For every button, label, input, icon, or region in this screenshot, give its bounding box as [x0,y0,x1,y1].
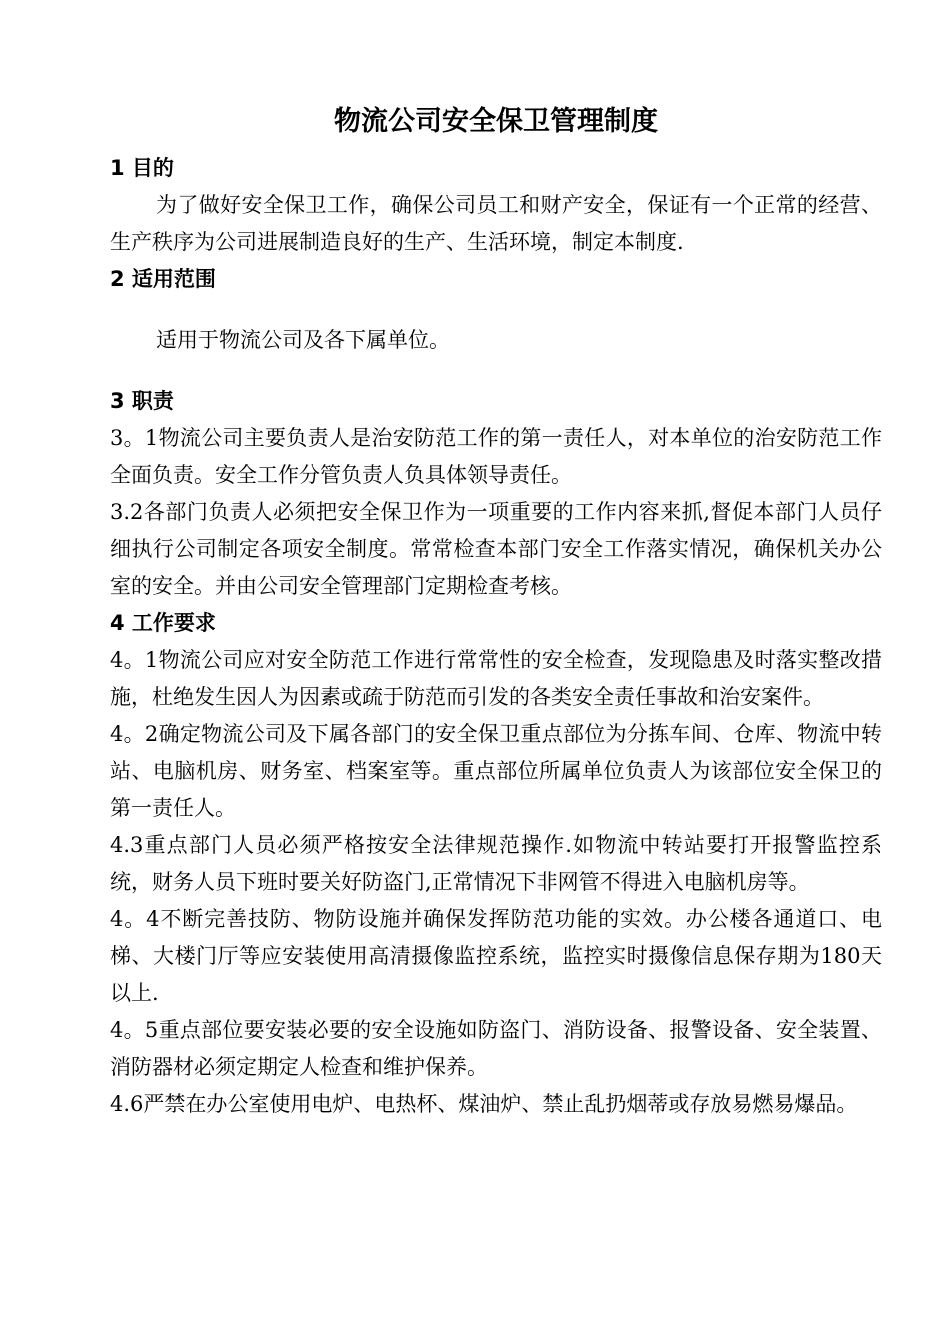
paragraph-requirement-4-1: 4。1物流公司应对安全防范工作进行常常性的安全检查，发现隐患及时落实整改措施，杜绝发生因人为因素或疏于防范而引发的各类安全责任事故和治安案件。 [110,648,882,709]
paragraph-requirement-4-2: 4。2确定物流公司及下属各部门的安全保卫重点部位为分拣车间、仓库、物流中转站、电脑机房、财务室、档案室等。重点部位所属单位负责人为该部位安全保卫的第一责任人。 [110,722,882,820]
paragraph-purpose: 为了做好安全保卫工作，确保公司员工和财产安全，保证有一个正常的经营、生产秩序为公司进展制造良好的生产、生活环境，制定本制度. [110,193,882,254]
paragraph-requirement-4-6: 4.6严禁在办公室使用电炉、电热杯、煤油炉、禁止乱扔烟蒂或存放易燃易爆品。 [110,1092,858,1116]
document-title: 物流公司安全保卫管理制度 [334,106,658,137]
section-heading-responsibilities: 3 职责 [110,389,174,413]
section-heading-purpose: 1 目的 [110,156,174,180]
paragraph-requirement-4-4: 4。4不断完善技防、物防设施并确保发挥防范功能的实效。办公楼各通道口、电梯、大楼门厅等应安装使用高清摄像监控系统，监控实时摄像信息保存期为180天以上. [110,907,882,1005]
paragraph-requirement-4-3: 4.3重点部门人员必须严格按安全法律规范操作.如物流中转站要打开报警监控系统，财务人员下班时要关好防盗门,正常情况下非网管不得进入电脑机房等。 [110,833,882,894]
section-heading-work-requirements: 4 工作要求 [110,611,216,635]
paragraph-requirement-4-5: 4。5重点部位要安装必要的安全设施如防盗门、消防设备、报警设备、安全装置、消防器材必须定期定人检查和维护保养。 [110,1018,882,1079]
paragraph-scope: 适用于物流公司及各下属单位。 [156,328,450,352]
paragraph-responsibility-3-2: 3.2各部门负责人必须把安全保卫作为一项重要的工作内容来抓,督促本部门人员仔细执行公司制定各项安全制度。常常检查本部门安全工作落实情况，确保机关办公室的安全。并由公司安全管理部门定期检查考核。 [110,500,882,598]
document-page [110,100,882,1123]
paragraph-responsibility-3-1: 3。1物流公司主要负责人是治安防范工作的第一责任人，对本单位的治安防范工作全面负责。安全工作分管负责人负具体领导责任。 [110,426,882,487]
section-heading-scope: 2 适用范围 [110,267,216,291]
